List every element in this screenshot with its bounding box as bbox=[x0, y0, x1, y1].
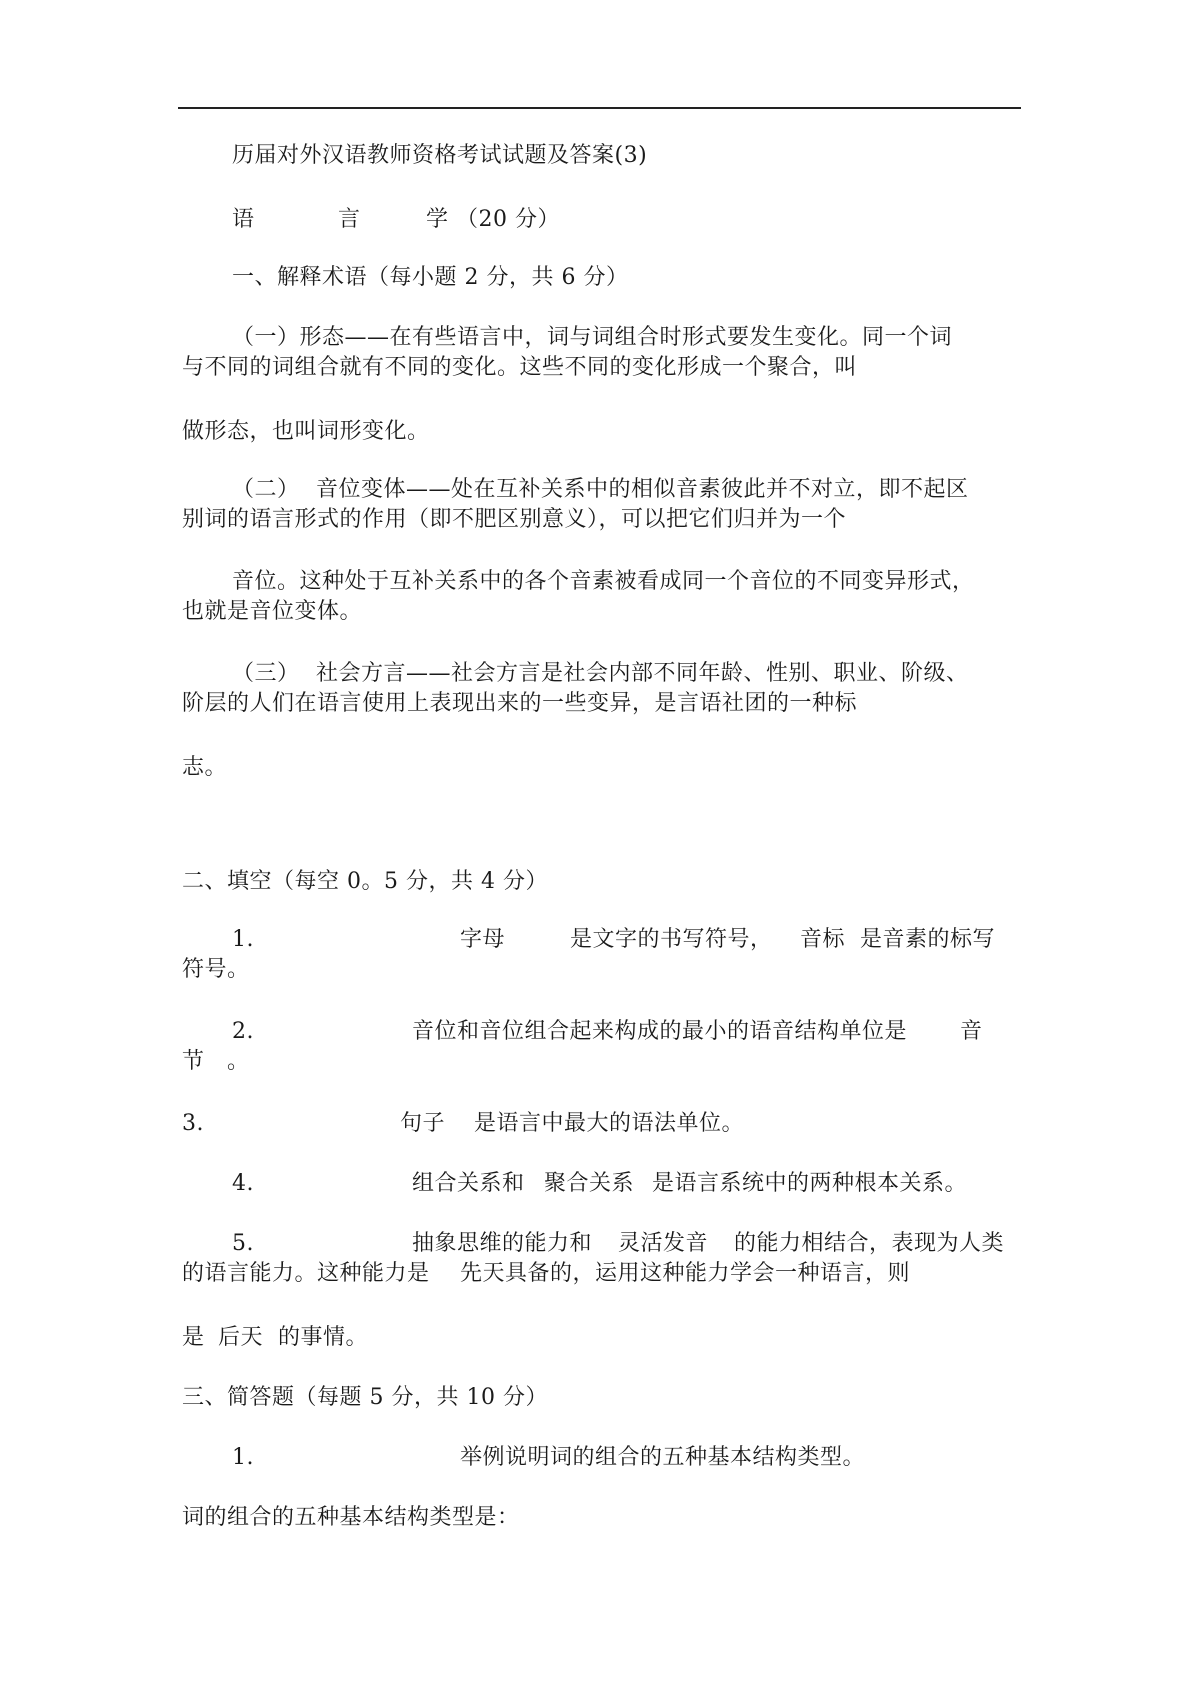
term1-line2: 与不同的词组合就有不同的变化。这些不同的变化形成一个聚合，叫 bbox=[182, 355, 858, 380]
fill-q3-answer: 句子 bbox=[400, 1111, 446, 1136]
term2-line4: 也就是音位变体。 bbox=[182, 599, 363, 624]
fill-q3-text: 是语言中最大的语法单位。 bbox=[474, 1111, 745, 1136]
term2-text: 音位变体——处在互补关系中的相似音素彼此并不对立，即不起区 bbox=[316, 477, 969, 502]
term1-line1: （一）形态——在有些语言中，词与词组合时形式要发生变化。同一个词 bbox=[232, 325, 953, 350]
fill-q1-number: 1. bbox=[232, 927, 254, 952]
fill-q4-answer: 聚合关系 bbox=[544, 1171, 635, 1196]
fill-q1-line2: 符号。 bbox=[182, 957, 250, 982]
term1-line3: 做形态，也叫词形变化。 bbox=[182, 419, 430, 444]
fill-q4-text-2: 是语言系统中的两种根本关系。 bbox=[652, 1171, 968, 1196]
section3-heading: 三、简答题（每题 5 分，共 10 分） bbox=[182, 1385, 548, 1410]
term3-line2: 阶层的人们在语言使用上表现出来的一些变异，是言语社团的一种标 bbox=[182, 691, 858, 716]
fill-q1-text-2: 是音素的标写 bbox=[860, 927, 996, 952]
subject-score: （20 分） bbox=[456, 207, 560, 232]
fill-q1-answer-2: 音标 bbox=[800, 927, 846, 952]
section2-heading: 二、填空（每空 0。5 分，共 4 分） bbox=[182, 869, 548, 894]
term3-line3: 志。 bbox=[182, 755, 228, 780]
subject-char-2: 言 bbox=[338, 207, 361, 232]
document-title: 历届对外汉语教师资格考试试题及答案(3) bbox=[232, 143, 648, 168]
section1-heading: 一、解释术语（每小题 2 分，共 6 分） bbox=[232, 265, 629, 290]
fill-q5-number: 5. bbox=[232, 1231, 254, 1256]
fill-q5-text-4: 是 bbox=[182, 1325, 205, 1350]
header-rule bbox=[178, 107, 1021, 109]
fill-q2-number: 2. bbox=[232, 1019, 254, 1044]
term3-text: 社会方言——社会方言是社会内部不同年龄、性别、职业、阶级、 bbox=[316, 661, 969, 686]
term2-label: （二） bbox=[232, 477, 300, 502]
fill-q3-number: 3. bbox=[182, 1111, 204, 1136]
short-q1-answer-intro: 词的组合的五种基本结构类型是： bbox=[182, 1505, 520, 1530]
fill-q5-answer-2: 先天具备的，运用这种能力学会一种语言，则 bbox=[460, 1261, 911, 1286]
fill-q1-answer-1: 字母 bbox=[460, 927, 506, 952]
fill-q5-line2 bbox=[182, 1260, 1032, 1288]
fill-q5-line1 bbox=[232, 1230, 1032, 1258]
term3-label: （三） bbox=[232, 661, 300, 686]
fill-q1-text-1: 是文字的书写符号， bbox=[570, 927, 773, 952]
short-q1-number: 1. bbox=[232, 1445, 254, 1470]
short-q1-text: 举例说明词的组合的五种基本结构类型。 bbox=[460, 1445, 866, 1470]
fill-q5-text-3: 的语言能力。这种能力是 bbox=[182, 1261, 430, 1286]
fill-q4-text-1: 组合关系和 bbox=[412, 1171, 525, 1196]
fill-q2-answer-part1: 音 bbox=[960, 1019, 983, 1044]
subject-line bbox=[232, 206, 632, 234]
fill-q3-line bbox=[182, 1110, 982, 1138]
short-q1-line bbox=[232, 1444, 1032, 1472]
fill-q5-answer-3: 后天 bbox=[218, 1325, 264, 1350]
fill-q1-line1 bbox=[232, 926, 1032, 954]
fill-q4-number: 4. bbox=[232, 1171, 254, 1196]
term2-line2: 别词的语言形式的作用（即不肥区别意义），可以把它们归并为一个 bbox=[182, 507, 847, 532]
fill-q2-text: 音位和音位组合起来构成的最小的语音结构单位是 bbox=[412, 1019, 908, 1044]
fill-q5-text-2: 的能力相结合，表现为人类 bbox=[734, 1231, 1005, 1256]
term2-line3: 音位。这种处于互补关系中的各个音素被看成同一个音位的不同变异形式， bbox=[232, 569, 975, 594]
subject-char-3: 学 bbox=[426, 207, 449, 232]
fill-q5-line3 bbox=[182, 1324, 582, 1352]
fill-q2-line1 bbox=[232, 1018, 1032, 1046]
term2-line1 bbox=[232, 476, 1032, 504]
fill-q2-line2: 节 。 bbox=[182, 1049, 250, 1074]
subject-char-1: 语 bbox=[232, 207, 255, 232]
fill-q4-line bbox=[232, 1170, 1032, 1198]
fill-q5-text-1: 抽象思维的能力和 bbox=[412, 1231, 593, 1256]
fill-q5-answer-1: 灵活发音 bbox=[618, 1231, 709, 1256]
fill-q5-text-5: 的事情。 bbox=[278, 1325, 369, 1350]
term3-line1 bbox=[232, 660, 1032, 688]
